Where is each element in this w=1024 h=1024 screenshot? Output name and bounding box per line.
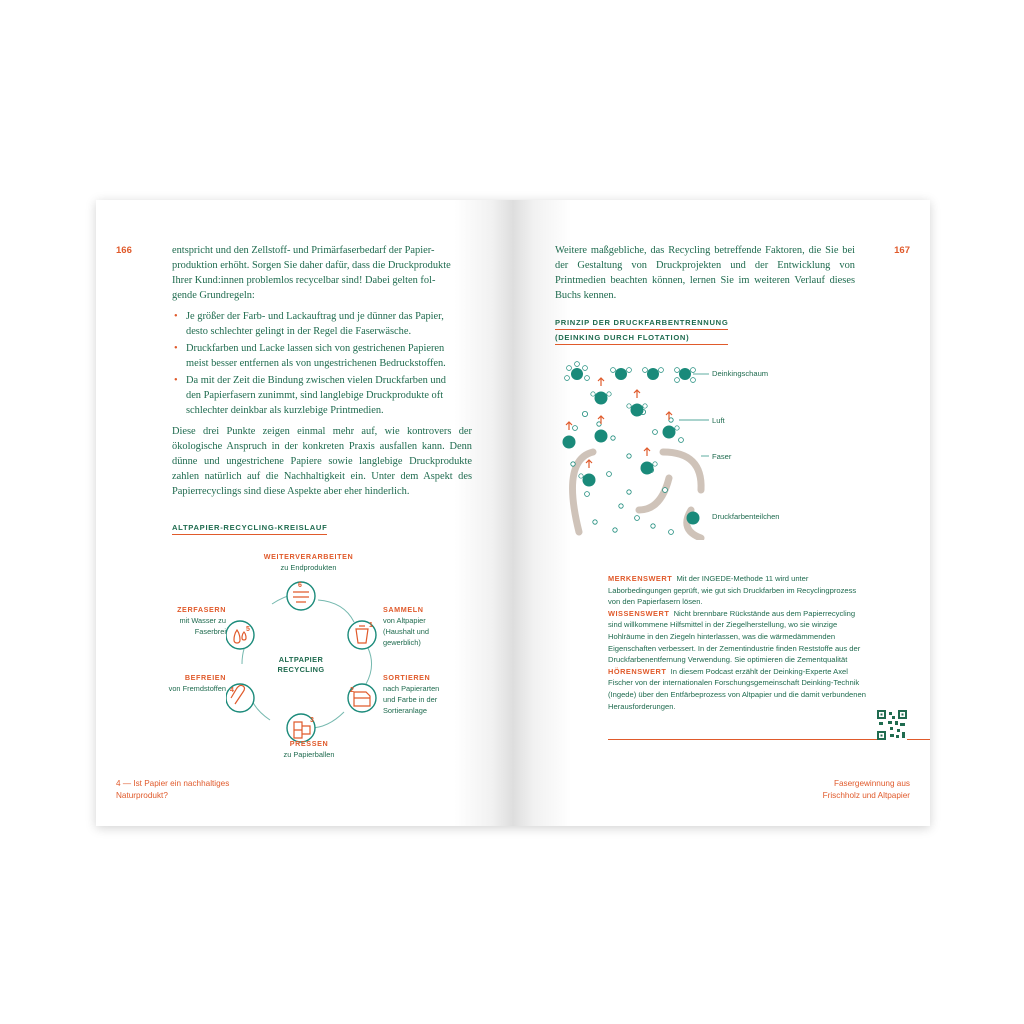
step-number: 2 [350,687,354,694]
legend-foam: Deinkingschaum [712,369,769,378]
rules-list [172,309,462,418]
fiber-arcs [573,452,702,538]
left-page [96,200,513,826]
step-number: 3 [310,717,314,724]
footer-line: 4 — Ist Papier ein nachhaltiges [116,779,230,788]
intro-line: Ihrer Kund:innen problemlos recycelbar sind! Dabei gelten fol- [172,275,436,286]
step-label-befreien: BEFREIEN von Fremdstoffen [168,673,226,693]
ink-particles [563,392,676,487]
rule-item: • Druckfarben und Lacke lassen sich von gestrichenen Papieren meist besser entfernen als von ungestrichenen Bedruckstoffen. [172,341,462,371]
step-label-pressen: PRESSEN zu Papierballen [283,739,335,759]
footer-right [823,778,910,802]
legend-air: Luft [712,416,725,425]
intro-line: gende Grundregeln: [172,290,255,301]
intro-line: entspricht und den Zellstoff- und Primärfaserbedarf der Papier- [172,245,435,256]
footer-left [116,778,229,802]
intro-line: produktion erhöht. Sorgen Sie daher dafür, dass die Druckprodukte [172,260,451,271]
info-merkenswert: MERKENSWERT Mit der INGEDE-Methode 11 wird unter Laborbedingungen geprüft, wie gut sich Druckfarben im Recyclingprozess von den Papierfasern lösen. [608,574,857,607]
rule-item: • Da mit der Zeit die Bindung zwischen vielen Druckfarben und den Papierfasern zunimmt, sind langlebige Druckprodukte oft schlechter deinkbar als kurzlebige Printmedien. [172,373,462,418]
step-label-sammeln: SAMMELN von Altpapier (Haushalt und gewerblich) [383,605,430,647]
step-label-sortieren: SORTIEREN nach Papierarten und Farbe in der Sortieranlage [383,673,440,715]
outro-paragraph: Diese drei Punkte zeigen einmal mehr auf, wie kontrovers der ökologische Anspruch in der konkreten Praxis ausfallen kann. Denn dünne und ungestrichene Papiere sowie langlebige Druckprodukte zahlen natürlich auf die Nachhaltigkeit ein. Unter dem Aspekt des Papierrecyclings sind diese Aspekte aber eher hinderlich. [172,426,472,497]
step-number: 6 [298,582,302,589]
footer-line: Naturprodukt? [116,791,168,800]
info-box [608,573,868,712]
right-intro [555,243,855,303]
left-body [172,243,472,499]
cycle-center-label: RECYCLING [277,665,325,674]
legend-ink: Druckfarbenteilchen [712,512,780,521]
deinking-diagram [553,360,713,540]
open-book [96,200,930,826]
step-number: 1 [369,622,373,629]
page-number-right: 167 [894,245,910,256]
cycle-heading: ALTPAPIER-RECYCLING-KREISLAUF [172,523,327,538]
deinking-heading: PRINZIP DER DRUCKFARBENTRENNUNG (DEINKING DURCH FLOTATION) [555,318,728,348]
right-page [513,200,930,826]
step-number: 4 [230,687,234,694]
cycle-center-label: ALTPAPIER [278,655,324,664]
ink-particle-legend [687,512,700,525]
recycling-cycle-diagram [226,580,391,745]
info-hoerenswert: HÖRENSWERT In diesem Podcast erzählt der Deinking-Experte Axel Fischer von der internationalen Forschungsgemeinschaft Deinking-Technik (Ingede) über den Entfärbeprozess von Altpapier und die damit verbundenen Herausforderungen. [608,666,866,711]
footer-line: Frischholz und Altpapier [822,791,910,800]
intro-paragraph: Weitere maßgebliche, das Recycling betreffende Faktoren, die Sie bei der Gestaltung von Druckprojekten und der Entwicklung von Printmedien beachten können, lernen Sie im weiteren Verlauf dieses Buchs kennen. [555,245,855,301]
rule-item: • Je größer der Farb- und Lackauftrag und je dünner das Papier, desto schlechter gelingt in der Regel die Faserwäsche. [172,309,462,339]
footer-line: Fasergewinnung aus [833,779,910,788]
qr-code-icon[interactable] [877,710,907,740]
page-number-left: 166 [116,245,132,256]
step-label-weiterverarbeiten: WEITERVERARBEITEN zu Endprodukten [263,552,354,572]
legend-fiber: Faser [712,452,732,461]
step-label-zerfasern: ZERFASERN mit Wasser zu Faserbrei [177,605,226,636]
step-number: 5 [246,626,250,633]
info-wissenswert: WISSENSWERT Nicht brennbare Rückstände aus dem Papierrecycling sind willkommene Hilfsmittel in der Ziegelherstellung, wo sie winzige Hohlräume in den Ziegeln hinterlassen, was die wärmedämmenden Eigenschaften verbessert. In der Zementindustrie finden Reststoffe aus der Druckfarbenentfernung Verwendung. Sie optimieren die Zementqualität [608,608,861,665]
